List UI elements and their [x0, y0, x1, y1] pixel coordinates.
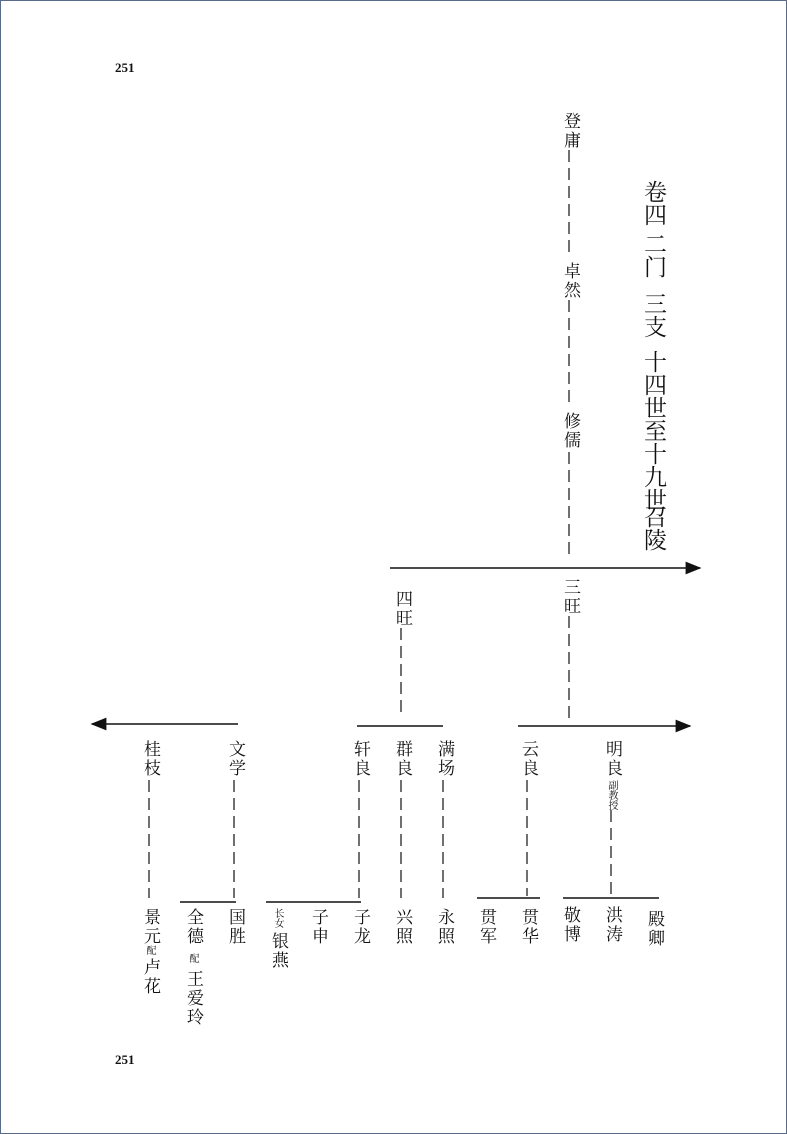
title-volume: 卷四: [640, 180, 666, 226]
page-number-bottom: 251: [115, 1052, 135, 1067]
title-branch: 二门: [640, 232, 666, 278]
title-name: 召陵: [640, 505, 666, 551]
page-number-top: 251: [115, 60, 135, 75]
person-yongzhao: 永照: [434, 908, 454, 946]
title-generations: 十四世至十九世: [640, 350, 666, 511]
spouse-luhua: 卢花: [140, 958, 160, 996]
person-yunliang: 云良: [518, 740, 538, 778]
person-mingliang: 明良: [602, 740, 622, 778]
person-siwang: 四旺: [392, 590, 412, 628]
person-yinyan: 银燕: [268, 932, 288, 970]
person-guanjun: 贯军: [476, 908, 496, 946]
spouse-wangailing: 王爱玲: [183, 970, 203, 1027]
person-xuanliang: 轩良: [350, 740, 370, 778]
person-guanhua: 贯华: [518, 908, 538, 946]
person-wenxue: 文学: [225, 740, 245, 778]
relation-eldest-daughter: 长女: [272, 908, 283, 928]
person-manchang: 满场: [434, 740, 454, 778]
person-hongtao: 洪涛: [602, 906, 622, 944]
person-xingzhao: 兴照: [392, 908, 412, 946]
person-quande: 全德: [183, 908, 203, 946]
person-xiuru: 修儒: [560, 412, 580, 450]
person-dianqing: 殿卿: [644, 910, 664, 948]
person-jingyuan: 景元: [140, 908, 160, 946]
person-guosheng: 国胜: [225, 908, 245, 946]
title-sub-branch: 三支: [640, 292, 666, 338]
person-guizhi: 桂枝: [140, 740, 160, 778]
person-dengyong: 登庸: [560, 112, 580, 150]
person-jingbo: 敬博: [560, 906, 580, 944]
person-zishen: 子申: [308, 908, 328, 946]
person-qunliang: 群良: [392, 740, 412, 778]
person-sanwang: 三旺: [560, 578, 580, 616]
spouse-marker-jingyuan: 配: [144, 945, 155, 955]
spouse-marker-quande: 配: [187, 953, 198, 963]
person-zilong: 子龙: [350, 908, 370, 946]
title-note-mingliang: 副教授: [606, 780, 617, 810]
person-zhuoran: 卓然: [560, 262, 580, 300]
